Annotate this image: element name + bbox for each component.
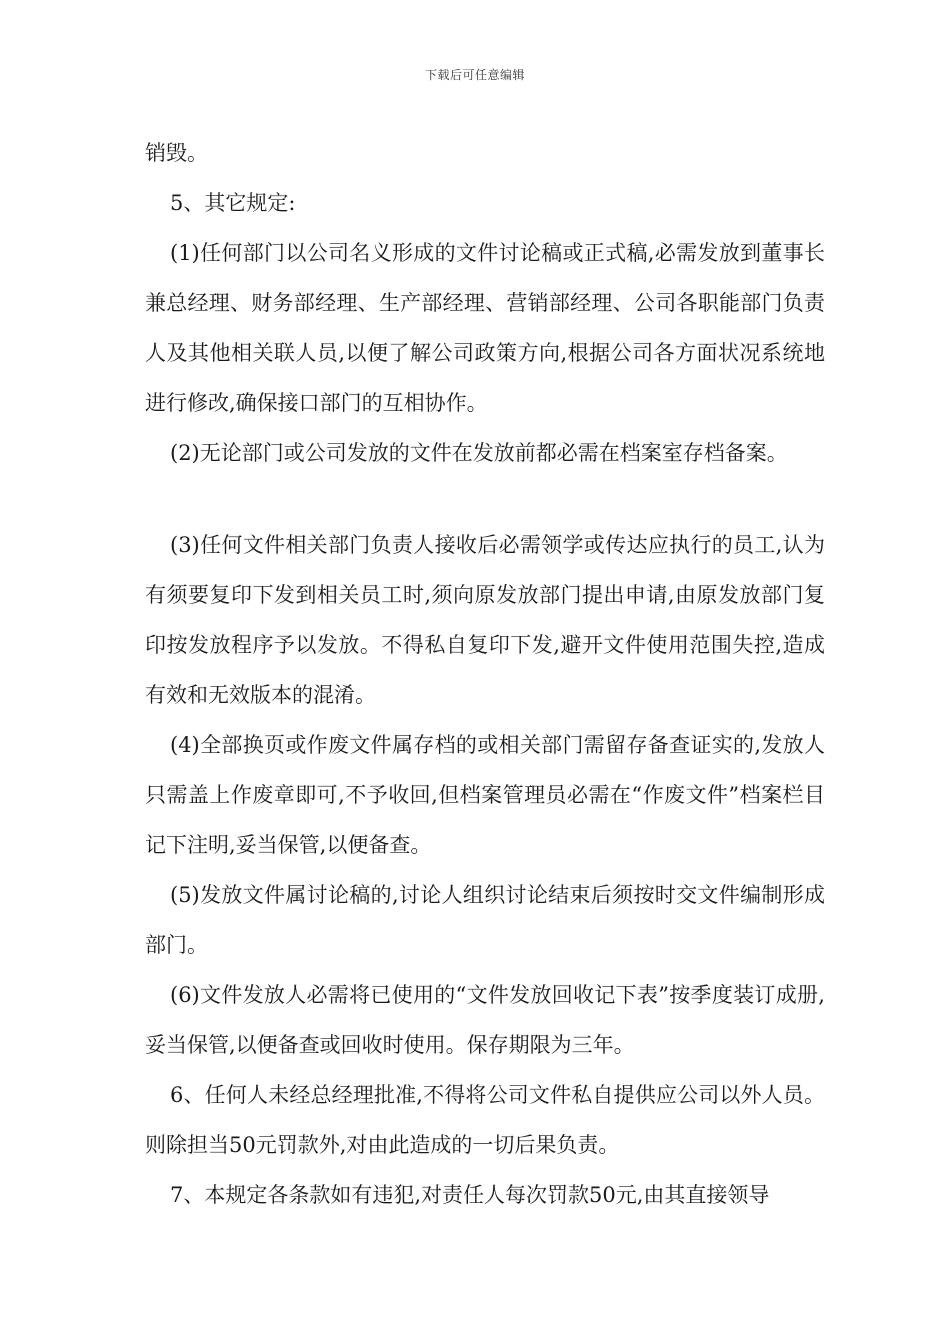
page-header: 下载后可任意编辑 [424, 68, 525, 82]
section-5-heading: 5、其它规定: [170, 191, 296, 215]
document-body [145, 128, 825, 1220]
rule-2-paragraph: (2)无论部门或公司发放的文件在发放前都必需在档案室存档备案。 [170, 441, 788, 465]
blank-spacer [145, 478, 825, 520]
rule-4-paragraph: (4)全部换页或作废文件属存档的或相关部门需留存备查证实的,发放人只需盖上作废章即可,不予收回,但档案管理员必需在“作废文件”档案栏目记下注明,妥当保管,以便备查。 [145, 733, 825, 857]
rule-1-paragraph: (1)任何部门以公司名义形成的文件讨论稿或正式稿,必需发放到董事长兼总经理、财务部经理、生产部经理、营销部经理、公司各职能部门负责人及其他相关联人员,以便了解公司政策方向,根据公司各方面状况系统地进行修改,确保接口部门的互相协作。 [145, 241, 825, 415]
rule-6-paragraph: (6)文件发放人必需将已使用的“文件发放回收记下表”按季度装订成册,妥当保管,以便备查或回收时使用。保存期限为三年。 [145, 983, 825, 1057]
section-7-paragraph: 7、本规定各条款如有违犯,对责任人每次罚款50元,由其直接领导 [170, 1183, 770, 1207]
rule-3-paragraph: (3)任何文件相关部门负责人接收后必需领学或传达应执行的员工,认为有须要复印下发到相关员工时,须向原发放部门提出申请,由原发放部门复印按发放程序予以发放。不得私自复印下发,避开文件使用范围失控,造成有效和无效版本的混淆。 [145, 533, 825, 707]
rule-5-paragraph: (5)发放文件属讨论稿的,讨论人组织讨论结束后须按时交文件编制形成部门。 [145, 883, 825, 957]
paragraph-continuation: 销毁。 [145, 141, 208, 165]
section-6-paragraph: 6、任何人未经总经理批准,不得将公司文件私自提供应公司以外人员。则除担当50元罚款外,对由此造成的一切后果负责。 [145, 1083, 825, 1157]
